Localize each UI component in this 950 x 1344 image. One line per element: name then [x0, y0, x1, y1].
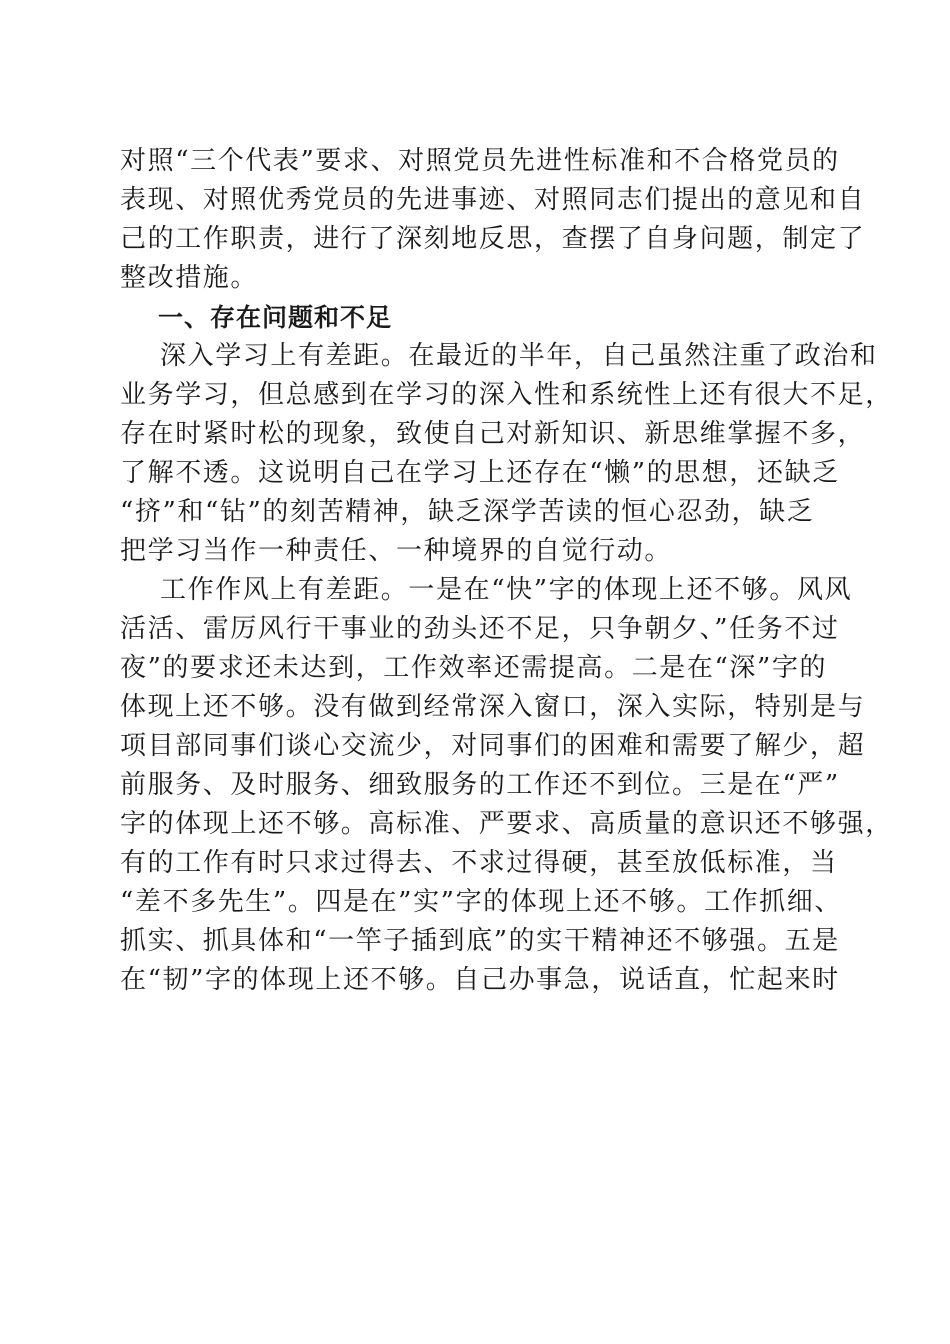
text-line: 业务学习，但总感到在学习的深入性和系统性上还有很大不足， — [120, 380, 893, 410]
document-body — [120, 142, 893, 1000]
intro-paragraph — [120, 142, 866, 298]
text-line: 体现上还不够。没有做到经常深入窗口，深入实际，特别是与 — [120, 692, 866, 722]
section-heading: 一、存在问题和不足 — [158, 303, 393, 332]
text-line: 深入学习上有差距。在最近的半年，自己虽然注重了政治和 — [160, 341, 878, 371]
text-line: 有的工作有时只求过得去、不求过得硬，甚至放低标准，当 — [120, 848, 838, 878]
text-line: 存在时紧时松的现象，致使自己对新知识、新思维掌握不多， — [120, 419, 866, 449]
text-line: 前服务、及时服务、细致服务的工作还不到位。三是在“严” — [120, 770, 840, 800]
text-line: 了解不透。这说明自己在学习上还存在“懒”的思想，还缺乏 — [120, 458, 840, 488]
text-line: 抓实、抓具体和“一竿子插到底”的实干精神还不够强。五是 — [120, 926, 840, 956]
text-line: “差不多先生”。四是在”实”字的体现上还不够。工作抓细、 — [120, 887, 842, 917]
text-line: 夜”的要求还未达到，工作效率还需提高。二是在“深”字的 — [120, 653, 828, 683]
text-line: “挤”和“钻”的刻苦精神，缺乏深学苦读的恒心忍劲，缺乏 — [120, 497, 815, 527]
work-style-paragraph — [120, 571, 893, 1000]
text-line: 活活、雷厉风行干事业的劲头还不足，只争朝夕、”任务不过 — [120, 614, 840, 644]
text-line: 字的体现上还不够。高标准、严要求、高质量的意识还不够强， — [120, 809, 893, 839]
text-line: 项目部同事们谈心交流少，对同事们的困难和需要了解少，超 — [120, 731, 866, 761]
text-line: 把学习当作一种责任、一种境界的自觉行动。 — [120, 536, 673, 566]
text-line: 表现、对照优秀党员的先进事迹、对照同志们提出的意见和自 — [120, 185, 866, 215]
text-line: 工作作风上有差距。一是在“快”字的体现上还不够。风风 — [160, 575, 853, 605]
study-paragraph — [120, 337, 893, 571]
text-line: 己的工作职责，进行了深刻地反思，查摆了自身问题，制定了 — [120, 224, 866, 254]
text-line: 对照“三个代表”要求、对照党员先进性标准和不合格党员的 — [120, 146, 840, 176]
text-line: 在“韧”字的体现上还不够。自己办事急，说话直，忙起来时 — [120, 965, 840, 995]
text-line: 整改措施。 — [120, 263, 259, 293]
